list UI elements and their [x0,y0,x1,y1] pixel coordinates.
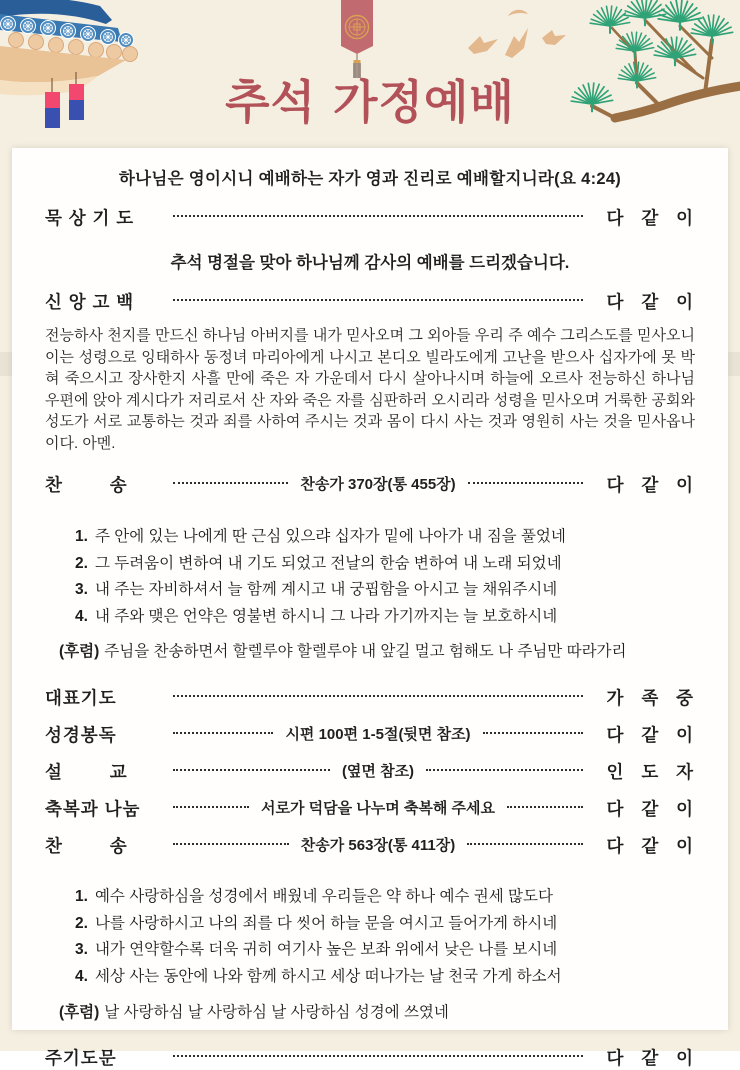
order-item-label: 설 교 [45,762,128,782]
dotted-leader [467,842,583,845]
dotted-leader [468,481,583,484]
hymn-verse-line: 3. 내 주는 자비하셔서 늘 함께 계시고 내 궁핍함을 아시고 늘 채워주시네 [75,581,558,598]
hymn2-refrain: (후렴) 날 사랑하심 날 사랑하심 날 사랑하심 성경에 쓰였네 [59,1004,449,1021]
hymn2-verses [75,884,695,990]
order-item-label: 찬 송 [45,836,128,856]
apostles-creed-text: 전능하사 천지를 만드신 하나님 아버지를 내가 믿사오며 그 외아들 우리 주 예수 그리스도를 믿사오니 이는 성령으로 잉태하사 동정녀 마리아에게 나시고 본디오 빌라도에게 고난을 받으사 십자가에 못 박혀 죽으시고 장사한지 사흘 만에 죽은 자 가운데서 다시 살아나시며 하늘에 오르사 전능하신 하나님 우편에 앉아 계시다가 저리로서 산 자와 죽은 자를 심판하러 오시리라 성령을 믿사오며 거룩한 공회와 성도가 서로 교통하는 것과 죄를 사하여 주시는 것과 몸이 다시 사는 것과 영원히 사는 것을 믿사옵나이다. 아멘. [45,327,695,452]
order-row-blessing-sharing [45,797,695,821]
dotted-leader [173,1054,583,1057]
order-item-label: 축복과 나눔 [45,799,141,819]
order-row-silent-prayer [45,206,695,230]
dotted-leader [173,481,288,484]
order-item-performer: 다 같 이 [606,725,695,745]
hymn-verse-line: 2. 그 두려움이 변하여 내 기도 되었고 전날의 한숨 변하여 내 노래 되었네 [75,554,562,572]
hymn-number: 찬송가 563장(통 411장) [300,837,456,854]
order-item-performer: 다 같 이 [606,208,695,228]
dotted-leader [173,731,273,734]
dotted-leader [173,694,583,697]
hymn-verse-line: 1. 주 안에 있는 나에게 딴 근심 있으랴 십자가 밑에 나아가 내 짐을 풀었네 [75,528,566,545]
hymn-verse-line: 1. 예수 사랑하심을 성경에서 배웠네 우리들은 약 하나 예수 권세 많도다 [75,888,553,905]
dotted-leader [173,842,289,845]
bulletin-body [12,148,728,1068]
order-item-performer: 인 도 자 [606,762,695,782]
order-item-performer: 다 같 이 [606,836,695,856]
dotted-leader [173,298,583,301]
dotted-leader [173,214,583,217]
order-item-performer: 가 족 중 [606,688,695,708]
sermon-reference: (옆면 참조) [341,763,415,780]
dotted-leader [507,805,583,808]
order-row-lords-prayer [45,1046,695,1070]
page-title: 추석 가정예배 [225,75,515,129]
hymn-verse-line: 4. 세상 사는 동안에 나와 함께 하시고 세상 떠나가는 날 천국 가게 하소서 [75,967,562,985]
order-row-scripture-reading [45,723,695,747]
header [0,0,740,148]
reading-reference: 시편 100편 1-5절(뒷면 참조) [285,726,471,743]
order-item-label: 대표기도 [45,688,117,708]
order-row-hymn2 [45,834,695,858]
order-item-performer: 다 같 이 [606,292,695,312]
order-row-sermon [45,760,695,784]
dotted-leader [173,768,330,771]
hymn-verse-line: 3. 내가 연약할수록 더욱 귀히 여기사 높은 보좌 위에서 낮은 나를 보시네 [75,941,558,958]
hymn-number: 찬송가 370장(통 455장) [300,476,456,493]
order-item-label: 신 앙 고 백 [45,292,135,312]
order-item-performer: 다 같 이 [606,1048,695,1068]
hymn-verse-line: 2. 나를 사랑하시고 나의 죄를 다 씻어 하늘 문을 여시고 들어가게 하시네 [75,914,558,932]
blessing-note: 서로가 덕담을 나누며 축복해 주세요 [260,800,496,817]
order-item-performer: 다 같 이 [606,799,695,819]
scripture-verse: 하나님은 영이시니 예배하는 자가 영과 진리로 예배할지니라(요 4:24) [118,170,622,188]
order-row-representative-prayer [45,686,695,710]
dotted-leader [426,768,583,771]
silent-prayer-note: 추석 명절을 맞아 하나님께 감사의 예배를 드리겠습니다. [170,254,570,272]
hymn-verse-line: 4. 내 주와 맺은 언약은 영불변 하시니 그 나라 가기까지는 늘 보호하시네 [75,607,558,625]
hymn1-verses [75,524,695,630]
order-item-label: 찬 송 [45,475,128,495]
dotted-leader [173,805,249,808]
order-row-hymn1 [45,473,695,497]
order-item-label: 주기도문 [45,1048,117,1068]
hymn1-refrain: (후렴) 주님을 찬송하면서 할렐루야 할렐루야 내 앞길 멀고 험해도 나 주님만 따라가리 [59,643,627,660]
order-item-performer: 다 같 이 [606,475,696,495]
dotted-leader [483,731,583,734]
order-item-label: 성경봉독 [45,725,117,745]
order-item-label: 묵 상 기 도 [45,208,135,228]
order-row-confession [45,290,695,314]
